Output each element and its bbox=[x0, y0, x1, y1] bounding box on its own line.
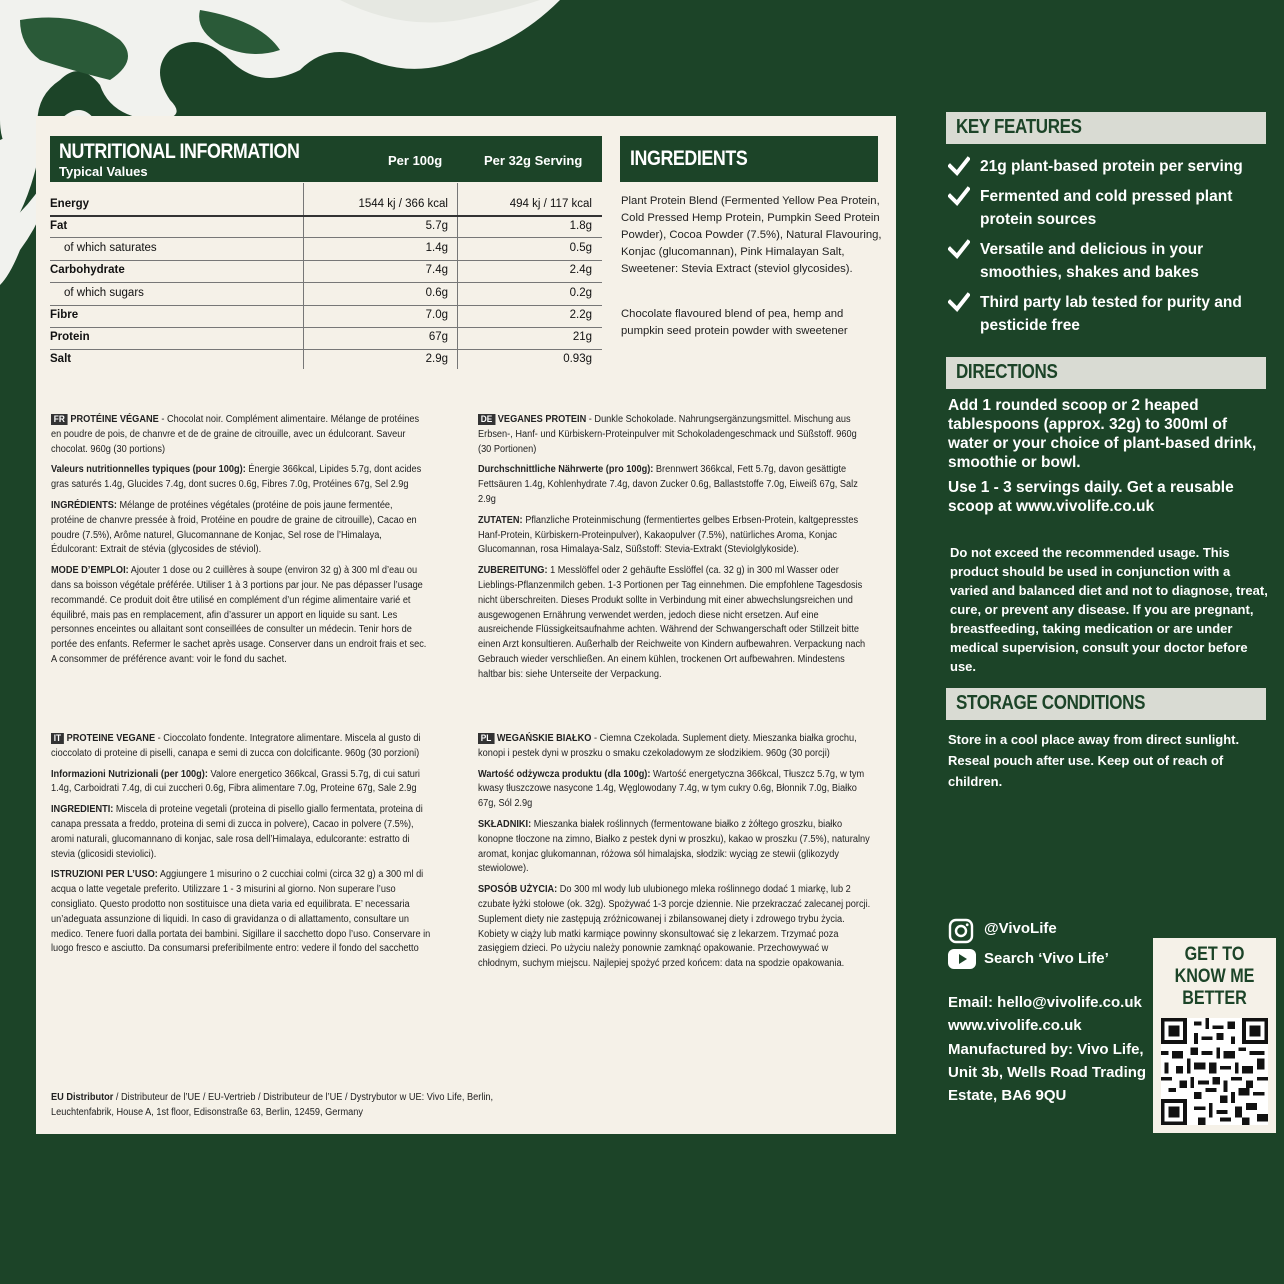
nutrition-col-per100g: Per 100g bbox=[388, 153, 443, 168]
eu-distributor-title: EU Distributor bbox=[51, 1092, 114, 1103]
lang-block-de bbox=[478, 413, 872, 689]
nutrient-per-serving: 494 kj / 117 kcal bbox=[509, 198, 592, 210]
feature-text: 21g plant-based protein per serving bbox=[980, 158, 1243, 175]
lang-code-de: DE bbox=[478, 414, 495, 425]
instagram-handle: @VivoLife bbox=[984, 920, 1057, 937]
eu-distributor bbox=[51, 1090, 511, 1120]
it-intro: - Cioccolato fondente. Integratore alimentare. Miscela al gusto di cioccolato di proteine di piselli, canapa e semi di zucca con dolcificante. 960g (30 porzioni) bbox=[51, 733, 421, 759]
key-features-header bbox=[946, 112, 1266, 144]
nutrient-per-serving: 2.2g bbox=[569, 309, 592, 321]
de-ing-title: ZUTATEN: bbox=[478, 514, 523, 526]
de-intro: - Dunkle Schokolade. Nahrungsergänzungsmittel. Mischung aus Erbsen-, Hanf- und Kürbiskern-Proteinpulver mit Schokoladengeschmack und Süßstoff. 960g (30 Portionen) bbox=[478, 414, 857, 455]
de-dir: 1 Messlöffel oder 2 gehäufte Esslöffel (ca. 32 g) in 300 ml Wasser oder Lieblings-Pflanzenmilch geben. 1-3 Portionen per Tag einnehmen. Die empfohlene Tagesdosis nicht überschreiten. Dieses Produkt sollte in Verbindung mit einer abwechslungsreichen und ausgewogenen Ernährung verwendet werden, jedoch diese nicht ersetzen. Auf eine ausreichende Flüssigkeitsaufnahme achten. Während der Schwangerschaft oder Stillzeit bitte einen Arzt konsultieren. Außerhalb der Reichweite von Kindern aufbewahren. Verpackung nach Gebrauch wieder verschließen. An einem kühlen, trockenen Ort aufbewahren. Mindestens haltbar bis: siehe Unterseite der Verpackung. bbox=[478, 565, 866, 680]
nutrient-per-serving: 0.2g bbox=[569, 287, 592, 299]
lang-code-it: IT bbox=[51, 733, 64, 744]
nutrient-per100g: 1544 kj / 366 kcal bbox=[358, 198, 448, 210]
it-nutri-title: Informazioni Nutrizionali (per 100g): bbox=[51, 768, 208, 780]
nutrient-per-serving: 2.4g bbox=[569, 264, 592, 276]
checkmark-icon bbox=[948, 291, 970, 313]
directions-warning: Do not exceed the recommended usage. This product should be used in conjunction with a varied and balanced diet and not to diagnose, treat, cure, or prevent any disease. If you are pregnant, breastfeeding, taking medication or are under medical supervision, consult your doctor before use. bbox=[950, 545, 1268, 674]
eu-distributor-text: / Distributeur de l’UE / EU-Vertrieb / Distributeur de l’UE / Dystrybutor w UE: Vivo Life, Berlin, Leuchtenfabrik, House A, 1st floor, Edisonstraße 63, Berlin, 12459, Germany bbox=[51, 1092, 494, 1118]
nutrient-label: of which sugars bbox=[64, 287, 144, 299]
pl-dir: Do 300 ml wody lub ulubionego mleka roślinnego dodać 1 miarkę, lub 2 czubate łyżki stołowe (ok. 32g). Spożywać 1-3 porcje dziennie. Nie przekraczać zalecanej porcji. Suplement diety nie zastępują zróżnicowanej i zbilansowanej diety i zdrowego trybu życia. Kobiety w ciąży lub matki karmiące powinny skonsultować się z lekarzem. Trzymać poza zasięgiem dzieci. Po użyciu należy ponownie zamknąć opakowanie. Przechowywać w chłodnym, suchym miejscu. Najlepiej spożyć przed końcem: data na spodzie opakowania. bbox=[478, 884, 871, 970]
feature-text: Versatile and delicious in your smoothies, shakes and bakes bbox=[980, 241, 1204, 281]
pl-nutri: Wartość energetyczna 366kcal, Tłuszcz 5.7g, w tym kwasy tłuszczowe nasycone 1.4g, Węglowodany 7.4g, w tym cukry 0.6g, Błonnik 7.0g, Białko 67g, Sól 2.9g bbox=[478, 768, 865, 810]
instagram-icon bbox=[948, 918, 974, 944]
it-ing-title: INGREDIENTI: bbox=[51, 804, 114, 816]
nutrient-per-serving: 0.93g bbox=[563, 353, 592, 365]
directions-use: Use 1 - 3 servings daily. Get a reusable scoop at www.vivolife.co.uk bbox=[948, 479, 1234, 515]
pl-dir-title: SPOSÓB UŻYCIA: bbox=[478, 884, 558, 896]
storage-text: Store in a cool place away from direct sunlight. Reseal pouch after use. Keep out of reach of children. bbox=[948, 732, 1240, 789]
pl-intro: - Ciemna Czekolada. Suplement diety. Mieszanka białka grochu, konopi i pestek dyni w proszku o smaku czekoladowym ze słodzikiem. 960g (30 porcji) bbox=[478, 733, 857, 759]
nutrient-label: Fat bbox=[50, 220, 68, 232]
it-dir: Aggiungere 1 misurino o 2 cucchiai colmi (circa 32 g) a 300 ml di acqua o latte vegetale preferito. Utilizzare 1 - 3 misurini al giorno. Non superare l’uso consigliato. Questo prodotto non sostituisce una dieta varia ed equilibrata. E’ necessaria un’adeguata assunzione di liquidi. In caso di gravidanza o di allattamento, consultare un medico. Tenere fuori dalla portata dei bambini. Sigillare il sacchetto dopo l’uso. Conservare in luogo fresco e asciutto. Da consumarsi preferibilmente entro: vedere il fondo del sacchetto bbox=[51, 869, 431, 955]
nutrition-row bbox=[50, 260, 602, 282]
lang-code-fr: FR bbox=[51, 414, 68, 425]
ingredients-title: INGREDIENTS bbox=[630, 147, 748, 170]
nutrient-label: of which saturates bbox=[64, 242, 157, 254]
nutrition-row bbox=[50, 283, 602, 305]
youtube-icon bbox=[948, 948, 976, 970]
feature-text: Third party lab tested for purity and pesticide free bbox=[980, 294, 1242, 334]
nutrient-label: Fibre bbox=[50, 309, 79, 321]
pl-ing: Mieszanka białek roślinnych (fermentowane białko z żółtego groszku, białko konopne tłoczone na zimno, Białko z pestek dyni w proszku), kakao w proszku (7.5%), naturalny aromat, konjac glukomannan, różowa sól himalajska, słodzik: wyciąg ze stewii (glikozydy stewiolowe). bbox=[478, 818, 870, 875]
ingredients-text: Plant Protein Blend (Fermented Yellow Pea Protein, Cold Pressed Hemp Protein, Pumpkin Seed Protein Powder), Cocoa Powder (7.5%), Natural Flavouring, Konjac (glucomannan), Pink Himalayan Salt, Sweetener: Stevia Extract (steviol glycosides). bbox=[621, 195, 882, 275]
de-nutri-title: Durchschnittliche Nährwerte (pro 100g): bbox=[478, 464, 654, 476]
qr-title: GET TO KNOW ME BETTER bbox=[1174, 944, 1255, 1009]
it-intro-title: PROTEINE VEGANE bbox=[66, 733, 156, 744]
nutrition-title: NUTRITIONAL INFORMATION bbox=[59, 140, 300, 163]
nutrient-per-serving: 1.8g bbox=[569, 220, 592, 232]
checkmark-icon bbox=[948, 155, 970, 177]
nutrient-per100g: 5.7g bbox=[425, 220, 448, 232]
nutrient-per100g: 7.4g bbox=[425, 264, 448, 276]
nutrient-per100g: 1.4g bbox=[425, 242, 448, 254]
de-intro-title: VEGANES PROTEIN bbox=[497, 414, 587, 425]
nutrition-row bbox=[50, 349, 602, 371]
manufacturer-info: Manufactured by: Vivo Life, Unit 3b, Wells Road Trading Estate, BA6 9QU bbox=[948, 1040, 1147, 1105]
nutrient-per-serving: 21g bbox=[572, 331, 592, 343]
nutrient-per100g: 2.9g bbox=[425, 353, 448, 365]
it-ing: Miscela di proteine vegetali (proteina di pisello giallo fermentata, proteina di canapa pressata a freddo, proteina di semi di zucca in polvere), Cacao in polvere (7.5%), aromi naturali, glucomannano di konjac, sale rosa dell’Himalaya, edulcorante: estratto di stevia (glicosidi steviolici). bbox=[51, 804, 423, 860]
fr-nutri: Énergie 366kcal, Lipides 5.7g, dont acides gras saturés 1.4g, Glucides 7.4g, dont sucres 0.6g, Fibres 7.0g, Protéines 67g, Sel 2.9g bbox=[51, 464, 422, 491]
nutrient-label: Carbohydrate bbox=[50, 264, 125, 276]
checkmark-icon bbox=[948, 185, 970, 207]
fr-ing-title: INGRÉDIENTS: bbox=[51, 499, 117, 511]
lang-block-it bbox=[51, 732, 436, 963]
nutrition-row bbox=[50, 327, 602, 349]
nutrient-label: Salt bbox=[50, 353, 72, 365]
fr-dir-title: MODE D’EMPLOI: bbox=[51, 565, 129, 577]
de-dir-title: ZUBEREITUNG: bbox=[478, 565, 548, 577]
nutrition-subtitle: Typical Values bbox=[59, 164, 148, 179]
lang-block-pl bbox=[478, 732, 872, 978]
nutrient-per100g: 0.6g bbox=[425, 287, 448, 299]
qr-code-icon bbox=[1161, 1018, 1268, 1125]
qr-box[interactable] bbox=[1153, 938, 1276, 1133]
fr-intro-title: PROTÉINE VÉGANE bbox=[70, 414, 159, 425]
nutrient-per100g: 67g bbox=[428, 331, 448, 343]
nutrient-label: Protein bbox=[50, 331, 90, 343]
key-features-title: KEY FEATURES bbox=[956, 116, 1082, 138]
ingredients-header bbox=[620, 136, 878, 182]
fr-intro: - Chocolat noir. Complément alimentaire. Mélange de protéines en poudre de pois, de chanvre et de de graine de citrouille, avec un édulcorant. Saveur chocolat. 960g (30 portions) bbox=[51, 414, 420, 455]
nutrition-row bbox=[50, 216, 602, 238]
lang-code-pl: PL bbox=[478, 733, 494, 744]
feature-text: Fermented and cold pressed plant protein sources bbox=[980, 188, 1233, 228]
contact-info bbox=[948, 991, 1158, 1107]
nutrient-per100g: 7.0g bbox=[425, 309, 448, 321]
nutrition-row bbox=[50, 194, 602, 216]
product-description: Chocolate flavoured blend of pea, hemp and pumpkin seed protein powder with sweetener bbox=[621, 308, 848, 337]
contact-email[interactable]: Email: hello@vivolife.co.uk bbox=[948, 994, 1142, 1011]
storage-header bbox=[946, 688, 1266, 720]
it-nutri: Valore energetico 366kcal, Grassi 5.7g, di cui saturi 1.4g, Carboidrati 7.4g, di cui zuccheri 0.6g, Fibra alimentare 7.0g, Proteine 67g, Sale 2.9g bbox=[51, 768, 420, 795]
nutrient-per-serving: 0.5g bbox=[569, 242, 592, 254]
pl-intro-title: WEGAŃSKIE BIAŁKO bbox=[496, 733, 592, 744]
pl-ing-title: SKŁADNIKI: bbox=[478, 818, 532, 830]
nutrient-label: Energy bbox=[50, 198, 89, 210]
contact-website[interactable]: www.vivolife.co.uk bbox=[948, 1017, 1082, 1035]
youtube-search: Search ‘Vivo Life’ bbox=[984, 950, 1109, 967]
it-dir-title: ISTRUZIONI PER L’USO: bbox=[51, 869, 158, 881]
de-ing: Pflanzliche Proteinmischung (fermentiertes gelbes Erbsen-Protein, kaltgepresstes Hanf-Protein, Kürbiskern-Proteinpulver), Kakaopulver (7.5%), natürliches Aroma, Konjac Glucomannan, rosa Himalaya-Salz, Süßstoff: Stevia-Extrakt (Steviolglykoside). bbox=[478, 514, 859, 556]
lang-block-fr bbox=[51, 413, 426, 674]
checkmark-icon bbox=[948, 238, 970, 260]
fr-nutri-title: Valeurs nutritionnelles typiques (pour 100g): bbox=[51, 464, 246, 476]
storage-title: STORAGE CONDITIONS bbox=[956, 692, 1146, 714]
de-nutri: Brennwert 366kcal, Fett 5.7g, davon gesättigte Fettsäuren 1.4g, Kohlenhydrate 7.4g, davon Zucker 0.6g, Ballaststoffe 7.0g, Eiweiß 67g, Salz 2.9g bbox=[478, 464, 858, 505]
directions-title: DIRECTIONS bbox=[956, 361, 1058, 383]
directions-header bbox=[946, 357, 1266, 389]
nutrition-row bbox=[50, 305, 602, 327]
pl-nutri-title: Wartość odżywcza produktu (dla 100g): bbox=[478, 768, 651, 780]
nutrition-col-per-serving: Per 32g Serving bbox=[484, 153, 583, 168]
fr-dir: Ajouter 1 dose ou 2 cuillères à soupe (environ 32 g) à 300 ml d’eau ou dans sa boisson végétale préférée. Utiliser 1 à 3 portions par jour. Ne pas dépasser l’usage recommandé. Ce produit doit être utilisé en complément d’un régime alimentaire varié et équilibré, mais pas en remplacement, afin d’assurer un apport en liquide su sant. Les personnes enceintes ou allaitant sont conseillées de consulter un médecin. Tenir hors de portée des enfants. Refermer le sachet après usage. Conserver dans un endroit frais et sec. A consommer de préférence avant: voir le fond du sachet. bbox=[51, 565, 427, 665]
nutrition-row bbox=[50, 238, 602, 260]
fr-ing: Mélange de protéines végétales (protéine de pois jaune fermentée, protéine de chanvre pressée à froid, Protéine en poudre de graine de citrouille), Cacao en poudre (7.5%), Arôme naturel, Glucomannane de Konjac, Sel rose de l’Himalaya, Édulcorant: Extrait de stévia (glycosides de stéviol). bbox=[51, 499, 417, 556]
directions-main: Add 1 rounded scoop or 2 heaped tablespoons (approx. 32g) to 300ml of water or your choice of plant-based drink, smoothie or bowl. bbox=[948, 397, 1257, 471]
nutrition-header bbox=[50, 136, 602, 182]
